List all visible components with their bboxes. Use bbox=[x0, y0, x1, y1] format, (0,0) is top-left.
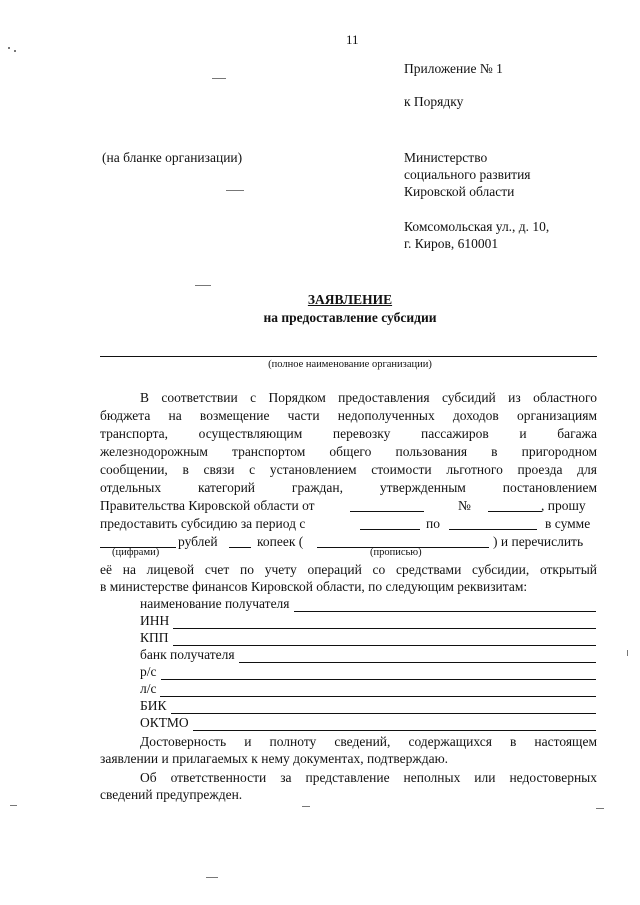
requisite-personal-account bbox=[140, 681, 596, 697]
requisite-label: л/с bbox=[140, 681, 157, 696]
closing-p1-line-1: Достоверность и полноту сведений, содержащихся в настоящем bbox=[140, 734, 597, 749]
letterhead-note: (на бланке организации) bbox=[102, 150, 243, 165]
document-subtitle: на предоставление субсидии bbox=[263, 310, 437, 325]
scan-speck bbox=[212, 78, 226, 79]
addressee-line-3: Кировской области bbox=[404, 184, 515, 199]
document-title: ЗАЯВЛЕНИЕ bbox=[307, 292, 393, 307]
requisite-input-line[interactable] bbox=[294, 599, 596, 612]
requisite-label: р/с bbox=[140, 664, 157, 679]
requisite-label: ИНН bbox=[140, 613, 170, 628]
scan-speck bbox=[226, 190, 244, 191]
requisite-inn bbox=[140, 613, 596, 629]
body-line-9-end: ) и перечислить bbox=[493, 534, 584, 549]
scan-speck bbox=[14, 50, 16, 52]
closing-p2-line-1: Об ответственности за представление неполных или недостоверных bbox=[140, 770, 597, 785]
body-line-7-end: , прошу bbox=[541, 498, 586, 513]
scan-speck bbox=[302, 806, 310, 807]
requisite-label: наименование получателя bbox=[140, 596, 290, 611]
period-from-field[interactable] bbox=[360, 529, 420, 530]
requisite-label: БИК bbox=[140, 698, 167, 713]
body-line-8-start: предоставить субсидию за период с bbox=[100, 516, 306, 531]
scan-speck bbox=[10, 805, 17, 806]
rubles-label: рублей bbox=[178, 534, 218, 549]
decree-date-field[interactable] bbox=[350, 511, 424, 512]
requisite-input-line[interactable] bbox=[160, 684, 596, 697]
requisite-input-line[interactable] bbox=[193, 718, 596, 731]
requisite-bik bbox=[140, 698, 596, 714]
requisite-settlement-account bbox=[140, 664, 596, 680]
addressee-line-2: социального развития bbox=[404, 167, 531, 182]
kopecks-field[interactable] bbox=[229, 547, 251, 548]
requisite-label: ОКТМО bbox=[140, 715, 189, 730]
addressee-line-1: Министерство bbox=[404, 150, 488, 165]
body-line-4: железнодорожным транспортом общего пользования в пригородном bbox=[100, 444, 597, 459]
caption-digits: (цифрами) bbox=[112, 547, 160, 558]
body-line-2: бюджета на возмещение части недополученных доходов организациям bbox=[100, 408, 597, 423]
requisite-label: банк получателя bbox=[140, 647, 235, 662]
org-name-caption: (полное наименование организации) bbox=[268, 359, 432, 370]
number-sign: № bbox=[458, 498, 471, 513]
requisite-input-line[interactable] bbox=[239, 650, 596, 663]
decree-number-field[interactable] bbox=[488, 511, 542, 512]
scan-speck bbox=[206, 877, 218, 878]
requisite-oktmo bbox=[140, 715, 596, 731]
closing-p2-line-2: сведений предупрежден. bbox=[100, 787, 243, 802]
requisite-recipient-name bbox=[140, 596, 596, 612]
kopecks-label: копеек ( bbox=[257, 534, 304, 549]
body-line-1: В соответствии с Порядком предоставления субсидий из областного bbox=[140, 390, 597, 405]
period-to-field[interactable] bbox=[449, 529, 537, 530]
requisite-input-line[interactable] bbox=[161, 667, 597, 680]
body-line-6: отдельных категорий граждан, утвержденным постановлением bbox=[100, 480, 597, 495]
scan-speck bbox=[627, 650, 628, 656]
appendix-line-1: Приложение № 1 bbox=[404, 61, 503, 76]
scan-speck bbox=[8, 47, 10, 49]
requisite-kpp bbox=[140, 630, 596, 646]
closing-p1-line-2: заявлении и прилагаемых к нему документах, подтверждаю. bbox=[100, 751, 449, 766]
body-line-7-start: Правительства Кировской области от bbox=[100, 498, 315, 513]
address-line-1: Комсомольская ул., д. 10, bbox=[404, 219, 550, 234]
scan-speck bbox=[596, 808, 604, 809]
requisite-input-line[interactable] bbox=[173, 616, 596, 629]
org-name-line[interactable] bbox=[100, 356, 597, 357]
body-line-3: транспорта, осуществляющим перевозку пассажиров и багажа bbox=[100, 426, 597, 441]
caption-words: (прописью) bbox=[370, 547, 422, 558]
body-line-11: в министерстве финансов Кировской области, по следующим реквизитам: bbox=[100, 579, 528, 594]
requisite-label: КПП bbox=[140, 630, 169, 645]
page-number: 11 bbox=[346, 32, 359, 47]
requisite-bank bbox=[140, 647, 596, 663]
period-to-label: по bbox=[426, 516, 440, 531]
sum-label: в сумме bbox=[545, 516, 591, 531]
requisite-input-line[interactable] bbox=[173, 633, 596, 646]
requisite-input-line[interactable] bbox=[171, 701, 596, 714]
scan-speck bbox=[195, 285, 211, 286]
body-line-5: сообщении, в связи с установлением стоимости льготного проезда для bbox=[100, 462, 597, 477]
address-line-2: г. Киров, 610001 bbox=[404, 236, 499, 251]
body-line-10: её на лицевой счет по учету операций со средствами субсидии, открытый bbox=[100, 562, 597, 577]
appendix-line-2: к Порядку bbox=[404, 94, 464, 109]
